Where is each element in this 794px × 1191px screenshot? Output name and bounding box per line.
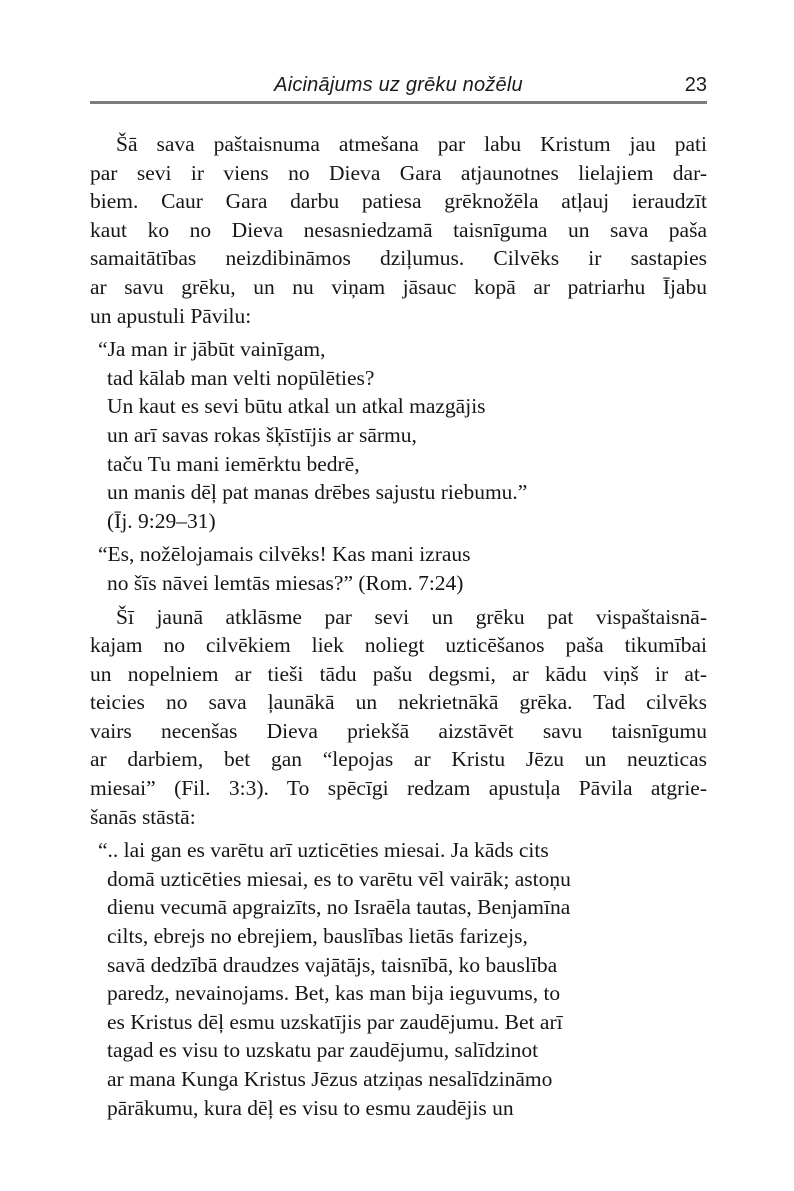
text-line: ar darbiem, bet gan “lepojas ar Kristu Jēzu un neuzticas <box>90 747 707 772</box>
text-line: savā dedzībā draudzes vajātājs, taisnībā, ko bauslība <box>107 952 558 977</box>
text-line: “.. lai gan es varētu arī uzticēties miesai. Ja kāds cits <box>98 838 549 863</box>
text-line: “Es, nožēlojamais cilvēks! Kas mani izraus <box>98 542 471 567</box>
text-line: (Īj. 9:29–31) <box>107 508 216 533</box>
text-line: Šī jaunā atklāsme par sevi un grēku pat vispaštaisnā- <box>116 604 707 629</box>
text-line: teicies no sava ļaunākā un nekrietnākā grēka. Tad cilvēks <box>90 690 707 715</box>
text-line: ar savu grēku, un nu viņam jāsauc kopā ar patriarhu Ījabu <box>90 274 707 299</box>
paragraph <box>90 603 707 832</box>
text-line: domā uzticēties miesai, es to varētu vēl vairāk; astoņu <box>107 866 571 891</box>
text-line: cilts, ebrejs no ebrejiem, bauslības lietās farizejs, <box>107 924 528 949</box>
text-line: taču Tu mani iemērktu bedrē, <box>107 451 360 476</box>
text-line: es Kristus dēļ esmu uzskatījis par zaudējumu. Bet arī <box>107 1009 563 1034</box>
quote-block <box>90 335 707 535</box>
quote-block <box>90 836 707 1122</box>
text-line: Šā sava paštaisnuma atmešana par labu Kristum jau pati <box>116 132 707 156</box>
text-line: par sevi ir viens no Dieva Gara atjaunotnes lielajiem dar- <box>90 160 707 185</box>
text-line: biem. Caur Gara darbu patiesa grēknožēla atļauj ieraudzīt <box>90 189 707 214</box>
text-line: Un kaut es sevi būtu atkal un atkal mazgājis <box>107 394 486 419</box>
text-line: un manis dēļ pat manas drēbes sajustu riebumu.” <box>107 480 528 505</box>
running-header-title: Aicinājums uz grēku nožēlu <box>274 74 523 96</box>
text-line: un apustuli Pāvilu: <box>90 303 252 328</box>
text-line: vairs necenšas Dieva priekšā aizstāvēt savu taisnīgumu <box>90 718 707 743</box>
page-number: 23 <box>684 74 707 96</box>
text-line: dienu vecumā apgraizīts, no Israēla tautas, Benjamīna <box>107 895 571 920</box>
text-line: kaut ko no Dieva nesasniedzamā taisnīguma un sava paša <box>90 217 707 242</box>
text-line: samaitātības neizdibināmos dziļumus. Cilvēks ir sastapies <box>90 246 707 271</box>
text-line: šanās stāstā: <box>90 804 196 829</box>
text-line: kajam no cilvēkiem liek noliegt uzticēšanos paša tikumībai <box>90 633 707 658</box>
text-line: no šīs nāvei lemtās miesas?” (Rom. 7:24) <box>107 570 464 595</box>
text-line: paredz, nevainojams. Bet, kas man bija ieguvums, to <box>107 981 561 1006</box>
page-body <box>90 130 707 1122</box>
quote-block <box>90 540 707 597</box>
text-line: ar mana Kunga Kristus Jēzus atziņas nesalīdzināmo <box>107 1067 553 1091</box>
text-line: miesai” (Fil. 3:3). To spēcīgi redzam apustuļa Pāvila atgrie- <box>90 776 707 801</box>
text-line: tad kālab man velti nopūlēties? <box>107 365 375 390</box>
text-line: pārākumu, kura dēļ es visu to esmu zaudējis un <box>107 1095 514 1120</box>
header-rule <box>90 101 707 104</box>
text-line: “Ja man ir jābūt vainīgam, <box>98 337 326 362</box>
text-line: tagad es visu to uzskatu par zaudējumu, salīdzinot <box>107 1038 539 1063</box>
paragraph <box>90 130 707 330</box>
text-line: un nopelniem ar tieši tādu pašu degsmi, ar kādu viņš ir at- <box>90 661 707 686</box>
text-line: un arī savas rokas šķīstījis ar sārmu, <box>107 422 417 447</box>
page-header <box>90 74 707 100</box>
